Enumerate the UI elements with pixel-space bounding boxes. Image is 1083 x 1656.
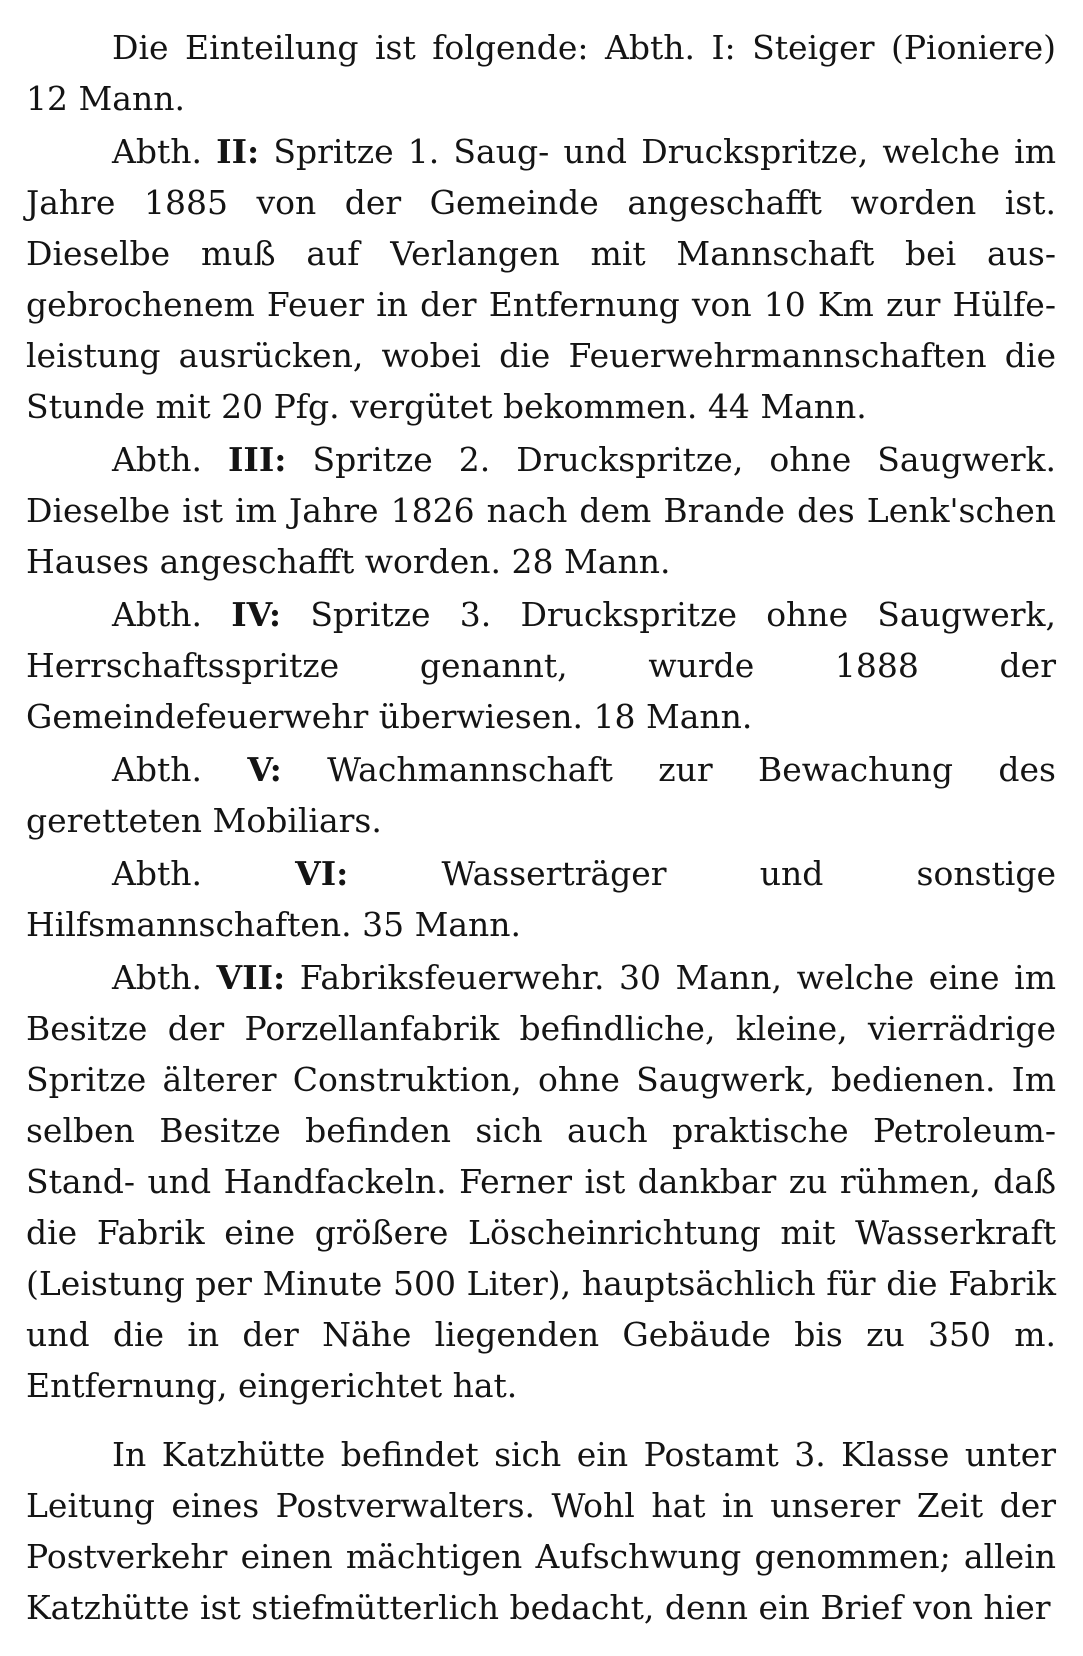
paragraph-text: Spritze 3. Druckspritze ohne Saugwerk, Herrschaftsspritze genannt, wurde 1888 der Gemeindefeuerwehr überwiesen. 18 Mann. xyxy=(26,595,1056,736)
paragraph-einteilung xyxy=(26,22,1056,124)
abth-number: IV: xyxy=(231,595,282,634)
paragraph-text: Spritze 1. Saug- und Druckspritze, welche im Jahre 1885 von der Gemeinde angeschafft worden ist. Dieselbe muß auf Verlangen mit Mannschaft bei ausgebrochenem Feuer in der Entfernung von 10 Km zur Hülfeleistung ausrücken, wobei die Feuerwehrmannschaften die Stunde mit 20 Pfg. vergütet bekommen. 44 Mann. xyxy=(26,132,1056,426)
paragraph-abth-2 xyxy=(26,126,1056,432)
abth-number: VI: xyxy=(295,854,349,893)
document-page xyxy=(26,22,1056,1635)
paragraph-text: Spritze 2. Druckspritze, ohne Saugwerk. Dieselbe ist im Jahre 1826 nach dem Brande des Lenk'schen Hauses angeschafft worden. 28 Mann. xyxy=(26,440,1056,581)
abth-number: VII: xyxy=(216,958,286,997)
paragraph-abth-5 xyxy=(26,744,1056,846)
paragraph-text: Wasserträger und sonstige Hilfsmannschaften. 35 Mann. xyxy=(26,854,1056,944)
paragraph-text: Fabriksfeuerwehr. 30 Mann, welche eine im Besitze der Porzellanfabrik befindliche, kleine, vierrädrige Spritze älterer Construktion, ohne Saugwerk, bedienen. Im selben Besitze befinden sich auch praktische Petroleum- Stand- und Handfackeln. Ferner ist dankbar zu rühmen, daß die Fabrik eine größere Löscheinrichtung mit Wasserkraft (Leistung per Minute 500 Liter), hauptsächlich für die Fabrik und die in der Nähe liegenden Gebäude bis zu 350 m. Entfernung, eingerichtet hat. xyxy=(26,958,1056,1405)
paragraph-text: Die Einteilung ist folgende: Abth. I: Steiger (Pioniere) 12 Mann. xyxy=(26,28,1056,118)
abth-number: V: xyxy=(247,750,282,789)
abth-label: Abth. xyxy=(112,958,202,997)
paragraph-postamt xyxy=(26,1429,1056,1633)
abth-number: II: xyxy=(216,132,260,171)
abth-label: Abth. xyxy=(112,750,202,789)
abth-label: Abth. xyxy=(112,595,202,634)
abth-label: Abth. xyxy=(112,854,202,893)
abth-label: Abth. xyxy=(112,132,202,171)
paragraph-text: Wachmannschaft zur Bewachung des geretteten Mobiliars. xyxy=(26,750,1056,840)
paragraph-abth-3 xyxy=(26,434,1056,587)
paragraph-abth-6 xyxy=(26,848,1056,950)
paragraph-text: In Katzhütte befindet sich ein Postamt 3. Klasse unter Leitung eines Postverwalters. Wohl hat in unserer Zeit der Postverkehr einen mächtigen Aufschwung genommen; allein Katzhütte ist stiefmütterlich bedacht, denn ein Brief von hier xyxy=(26,1435,1056,1627)
paragraph-abth-4 xyxy=(26,589,1056,742)
paragraph-abth-7 xyxy=(26,952,1056,1411)
abth-label: Abth. xyxy=(112,440,202,479)
abth-number: III: xyxy=(228,440,287,479)
